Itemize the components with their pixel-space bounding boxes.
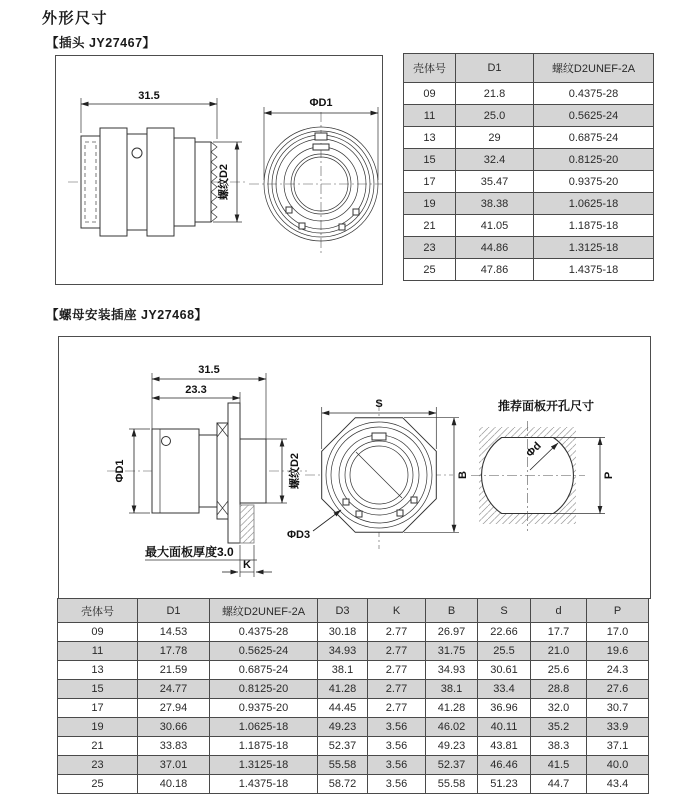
table-cell: 58.72 xyxy=(318,775,368,794)
plug-dimension-table xyxy=(403,53,653,281)
dim-label-b: B xyxy=(457,471,469,479)
table-cell: 13 xyxy=(58,661,138,680)
table-cell: 33.83 xyxy=(138,737,210,756)
header-row xyxy=(404,54,654,83)
table-cell: 3.56 xyxy=(368,775,426,794)
table-cell: 46.46 xyxy=(478,756,531,775)
table-cell: 38.38 xyxy=(456,193,534,215)
table-cell: 55.58 xyxy=(426,775,478,794)
column-header: 壳体号 xyxy=(58,599,138,623)
table-cell: 44.45 xyxy=(318,699,368,718)
table-cell: 41.28 xyxy=(426,699,478,718)
table-row xyxy=(404,83,654,105)
column-header: 螺纹D2UNEF-2A xyxy=(210,599,318,623)
table-cell: 22.66 xyxy=(478,623,531,642)
table-row xyxy=(404,149,654,171)
socket-front-view xyxy=(287,398,469,549)
table-cell: 11 xyxy=(404,105,456,127)
key-bump xyxy=(299,223,305,229)
table-cell: 25 xyxy=(404,259,456,281)
table-cell: 2.77 xyxy=(368,661,426,680)
table-cell: 3.56 xyxy=(368,737,426,756)
table-cell: 31.75 xyxy=(426,642,478,661)
table-row xyxy=(404,105,654,127)
table-cell: 24.3 xyxy=(587,661,649,680)
table-cell: 17.0 xyxy=(587,623,649,642)
table-cell: 49.23 xyxy=(318,718,368,737)
table-header xyxy=(404,54,654,83)
table-cell: 29 xyxy=(456,127,534,149)
table-cell: 0.6875-24 xyxy=(210,661,318,680)
key-bump xyxy=(356,511,362,517)
table-cell: 24.77 xyxy=(138,680,210,699)
table-cell: 1.1875-18 xyxy=(534,215,654,237)
dim-label-thread-d2: 螺纹D2 xyxy=(289,452,301,490)
table-cell: 14.53 xyxy=(138,623,210,642)
table-cell: 46.02 xyxy=(426,718,478,737)
table-cell: 43.81 xyxy=(478,737,531,756)
table-cell: 17.7 xyxy=(531,623,587,642)
section-label-plug: 【插头 JY27467】 xyxy=(46,36,156,50)
table-cell: 1.3125-18 xyxy=(534,237,654,259)
table-cell: 0.9375-20 xyxy=(534,171,654,193)
flange xyxy=(228,403,240,543)
table-cell: 40.11 xyxy=(478,718,531,737)
table-cell: 09 xyxy=(58,623,138,642)
table-cell: 23 xyxy=(58,756,138,775)
table-cell: 21.8 xyxy=(456,83,534,105)
table-cell: 15 xyxy=(404,149,456,171)
table-cell: 13 xyxy=(404,127,456,149)
table-cell: 17 xyxy=(404,171,456,193)
table-cell: 1.0625-18 xyxy=(210,718,318,737)
table-cell: 28.8 xyxy=(531,680,587,699)
table-cell: 32.4 xyxy=(456,149,534,171)
column-header: D3 xyxy=(318,599,368,623)
table-cell: 34.93 xyxy=(318,642,368,661)
column-header: B xyxy=(426,599,478,623)
key-bump xyxy=(286,207,292,213)
key-bump xyxy=(343,499,349,505)
table-cell: 1.4375-18 xyxy=(534,259,654,281)
table-cell: 1.0625-18 xyxy=(534,193,654,215)
table-row xyxy=(58,680,649,699)
table-cell: 37.1 xyxy=(587,737,649,756)
table-cell: 0.5625-24 xyxy=(534,105,654,127)
bayonet-pin xyxy=(132,148,142,158)
panel-cutout-view xyxy=(471,398,615,531)
table-cell: 37.01 xyxy=(138,756,210,775)
key-bump xyxy=(339,224,345,230)
table-cell: 0.8125-20 xyxy=(534,149,654,171)
table-cell: 25 xyxy=(58,775,138,794)
table-cell: 17.78 xyxy=(138,642,210,661)
table-cell: 38.1 xyxy=(426,680,478,699)
table-row xyxy=(404,127,654,149)
table-cell: 30.7 xyxy=(587,699,649,718)
table-cell: 51.23 xyxy=(478,775,531,794)
column-header: P xyxy=(587,599,649,623)
table-cell: 21 xyxy=(58,737,138,756)
table-cell: 55.58 xyxy=(318,756,368,775)
dim-label-d3: ΦD3 xyxy=(287,529,311,541)
table-cell: 0.4375-28 xyxy=(534,83,654,105)
table-cell: 3.56 xyxy=(368,718,426,737)
table-cell: 49.23 xyxy=(426,737,478,756)
plug-side-view xyxy=(68,90,248,236)
table-cell: 3.56 xyxy=(368,756,426,775)
table-cell: 35.2 xyxy=(531,718,587,737)
dim-label-front-dia: ΦD1 xyxy=(309,97,333,109)
table-cell: 19.6 xyxy=(587,642,649,661)
bayonet-pin xyxy=(162,437,171,446)
table-cell: 52.37 xyxy=(318,737,368,756)
table-row xyxy=(58,642,649,661)
column-header: 螺纹D2UNEF-2A xyxy=(534,54,654,83)
table-cell: 41.5 xyxy=(531,756,587,775)
table-cell: 32.0 xyxy=(531,699,587,718)
table-cell: 19 xyxy=(58,718,138,737)
table-cell: 0.8125-20 xyxy=(210,680,318,699)
dim-label-front-len: 23.3 xyxy=(185,384,207,396)
dim-label-d1: ΦD1 xyxy=(114,459,126,483)
cutout-title: 推荐面板开孔尺寸 xyxy=(497,399,595,413)
keyway-tab xyxy=(315,133,327,140)
key-bump xyxy=(411,497,417,503)
table-cell: 1.1875-18 xyxy=(210,737,318,756)
header-row xyxy=(58,599,649,623)
panel-section xyxy=(240,505,254,543)
table-cell: 21 xyxy=(404,215,456,237)
column-header: K xyxy=(368,599,426,623)
table-cell: 30.61 xyxy=(478,661,531,680)
table-cell: 25.5 xyxy=(478,642,531,661)
table-cell: 40.0 xyxy=(587,756,649,775)
table-cell: 33.4 xyxy=(478,680,531,699)
table-row xyxy=(404,215,654,237)
table-cell: 25.6 xyxy=(531,661,587,680)
table-cell: 33.9 xyxy=(587,718,649,737)
column-header: 壳体号 xyxy=(404,54,456,83)
dim-label-length: 31.5 xyxy=(198,364,220,376)
table-cell: 1.4375-18 xyxy=(210,775,318,794)
table-cell: 2.77 xyxy=(368,623,426,642)
column-header: S xyxy=(478,599,531,623)
table-cell: 43.4 xyxy=(587,775,649,794)
table-cell: 0.9375-20 xyxy=(210,699,318,718)
page-title: 外形尺寸 xyxy=(42,10,109,27)
dim-label-k: K xyxy=(243,559,251,571)
table-cell: 27.94 xyxy=(138,699,210,718)
table-cell: 38.1 xyxy=(318,661,368,680)
table-cell: 30.18 xyxy=(318,623,368,642)
table-row xyxy=(58,699,649,718)
socket-side-view xyxy=(107,364,307,577)
dim-label-s: S xyxy=(375,398,383,410)
column-header: D1 xyxy=(138,599,210,623)
plug-drawing-frame xyxy=(55,55,383,285)
table-cell: 17 xyxy=(58,699,138,718)
table-row xyxy=(58,718,649,737)
table-row xyxy=(404,193,654,215)
table-row xyxy=(404,171,654,193)
table-cell: 2.77 xyxy=(368,699,426,718)
table-cell: 11 xyxy=(58,642,138,661)
column-header: D1 xyxy=(456,54,534,83)
table-cell: 30.66 xyxy=(138,718,210,737)
dim-label-p: P xyxy=(603,471,615,480)
panel-thickness-note: 最大面板厚度3.0 xyxy=(145,545,234,559)
thread-section xyxy=(240,439,266,503)
table-row xyxy=(58,661,649,680)
table-row xyxy=(58,737,649,756)
table-cell: 23 xyxy=(404,237,456,259)
table-cell: 36.96 xyxy=(478,699,531,718)
keyway-tab xyxy=(372,433,386,440)
table-cell: 0.5625-24 xyxy=(210,642,318,661)
table-row xyxy=(58,623,649,642)
table-cell: 1.3125-18 xyxy=(210,756,318,775)
table-cell: 0.4375-28 xyxy=(210,623,318,642)
table-row xyxy=(404,237,654,259)
table-cell: 40.18 xyxy=(138,775,210,794)
socket-drawing-frame xyxy=(58,336,651,599)
table-cell: 26.97 xyxy=(426,623,478,642)
dim-label-thread-d2: 螺纹D2 xyxy=(218,163,230,201)
table-header xyxy=(58,599,649,623)
key-bump xyxy=(397,510,403,516)
plug-front-view xyxy=(249,97,382,256)
table-cell: 41.05 xyxy=(456,215,534,237)
table-cell: 34.93 xyxy=(426,661,478,680)
dim-label-length: 31.5 xyxy=(138,90,160,102)
table-cell: 21.59 xyxy=(138,661,210,680)
table-body xyxy=(58,623,649,794)
dim-label-d: Φd xyxy=(524,440,544,460)
table-body xyxy=(404,83,654,281)
table-cell: 09 xyxy=(404,83,456,105)
table-row xyxy=(404,259,654,281)
plug-drawing-canvas xyxy=(56,56,382,284)
table-cell: 47.86 xyxy=(456,259,534,281)
table-cell: 21.0 xyxy=(531,642,587,661)
socket-dimension-table xyxy=(57,598,649,794)
table-cell: 44.7 xyxy=(531,775,587,794)
table-cell: 52.37 xyxy=(426,756,478,775)
table-cell: 15 xyxy=(58,680,138,699)
key-bump xyxy=(353,209,359,215)
table-cell: 2.77 xyxy=(368,680,426,699)
table-cell: 25.0 xyxy=(456,105,534,127)
table-row xyxy=(58,775,649,794)
table-cell: 38.3 xyxy=(531,737,587,756)
table-row xyxy=(58,756,649,775)
table-cell: 35.47 xyxy=(456,171,534,193)
table-cell: 27.6 xyxy=(587,680,649,699)
table-cell: 0.6875-24 xyxy=(534,127,654,149)
table-cell: 2.77 xyxy=(368,642,426,661)
table-cell: 19 xyxy=(404,193,456,215)
socket-drawing-canvas xyxy=(59,337,650,598)
column-header: d xyxy=(531,599,587,623)
table-cell: 44.86 xyxy=(456,237,534,259)
section-label-socket: 【螺母安装插座 JY27468】 xyxy=(46,308,208,322)
keyway-tab xyxy=(313,144,329,150)
table-cell: 41.28 xyxy=(318,680,368,699)
